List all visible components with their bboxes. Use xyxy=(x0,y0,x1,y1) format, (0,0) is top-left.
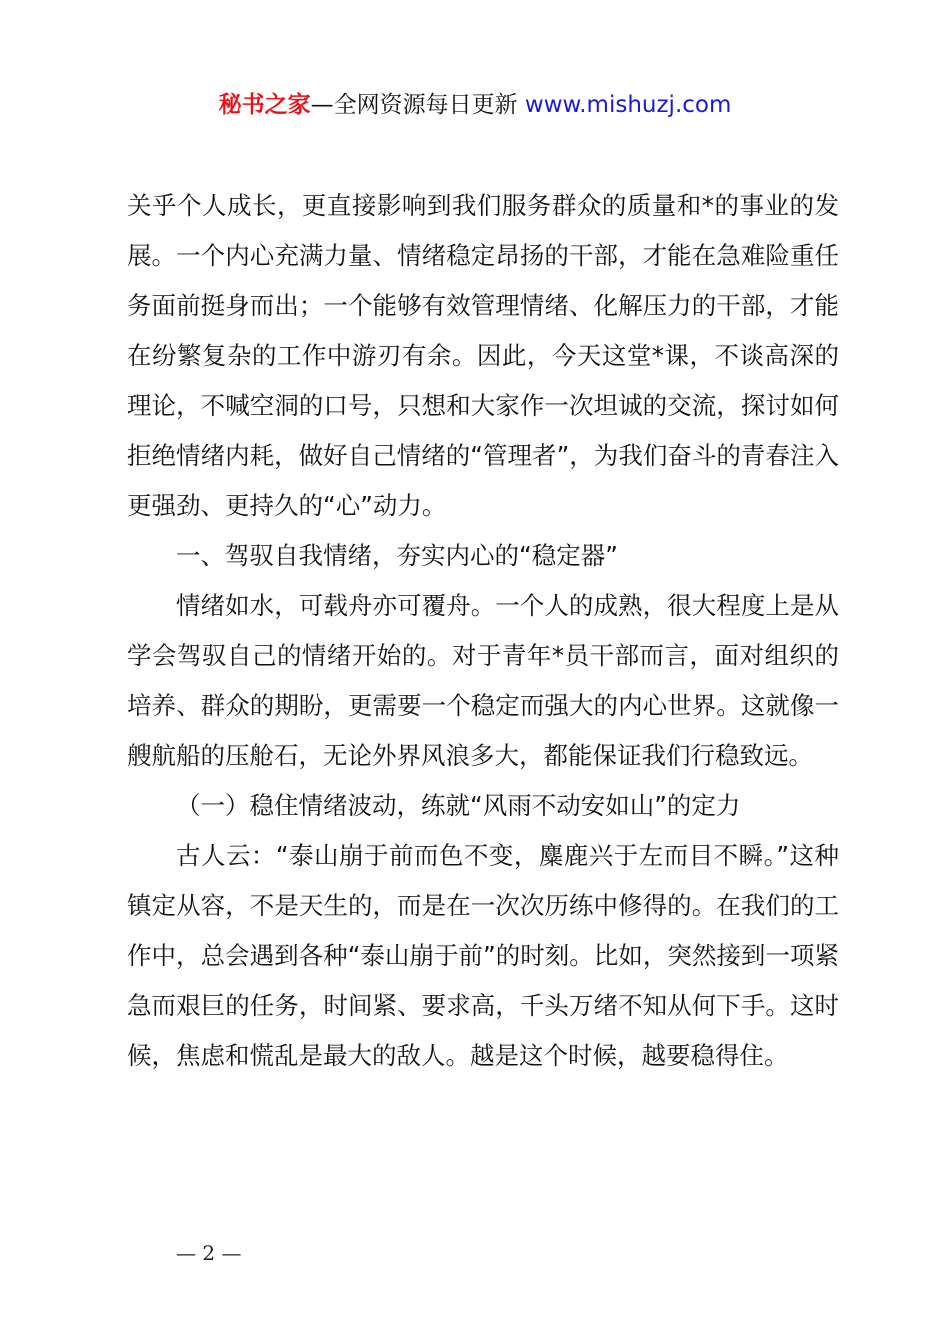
site-header xyxy=(0,88,950,122)
paragraph: 古人云：“泰山崩于前而色不变，麋鹿兴于左而目不瞬。”这种镇定从容，不是天生的，而是在一次次历练中修得的。在我们的工作中，总会遇到各种“泰山崩于前”的时刻。比如，突然接到一项紧急而艰巨的任务，时间紧、要求高，千头万绪不知从何下手。这时候，焦虑和慌乱是最大的敌人。越是这个时候，越要稳得住。 xyxy=(127,841,839,1070)
paragraph-continuation: 关乎个人成长，更直接影响到我们服务群众的质量和*的事业的发展。一个内心充满力量、情绪稳定昂扬的干部，才能在急难险重任务面前挺身而出；一个能够有效管理情绪、化解压力的干部，才能在纷繁复杂的工作中游刃有余。因此，今天这堂*课，不谈高深的理论，不喊空洞的口号，只想和大家作一次坦诚的交流，探讨如何拒绝情绪内耗，做好自己情绪的“管理者”，为我们奋斗的青春注入更强劲、更持久的“心”动力。 xyxy=(127,191,839,520)
site-url-link[interactable]: www.mishuzj.com xyxy=(524,92,732,118)
page-number: — 2 — xyxy=(176,1241,242,1265)
section-heading: 一、驾驭自我情绪，夯实内心的“稳定器” xyxy=(176,541,618,570)
brand-name: 秘书之家 xyxy=(218,92,311,118)
subsection-heading: （一）稳住情绪波动，练就“风雨不动安如山”的定力 xyxy=(176,791,741,820)
document-body xyxy=(127,181,839,1081)
paragraph: 情绪如水，可载舟亦可覆舟。一个人的成熟，很大程度上是从学会驾驭自己的情绪开始的。对于青年*员干部而言，面对组织的培养、群众的期盼，更需要一个稳定而强大的内心世界。这就像一艘航船的压舱石，无论外界风浪多大，都能保证我们行稳致远。 xyxy=(127,591,839,770)
header-slogan: —全网资源每日更新 xyxy=(310,92,518,118)
